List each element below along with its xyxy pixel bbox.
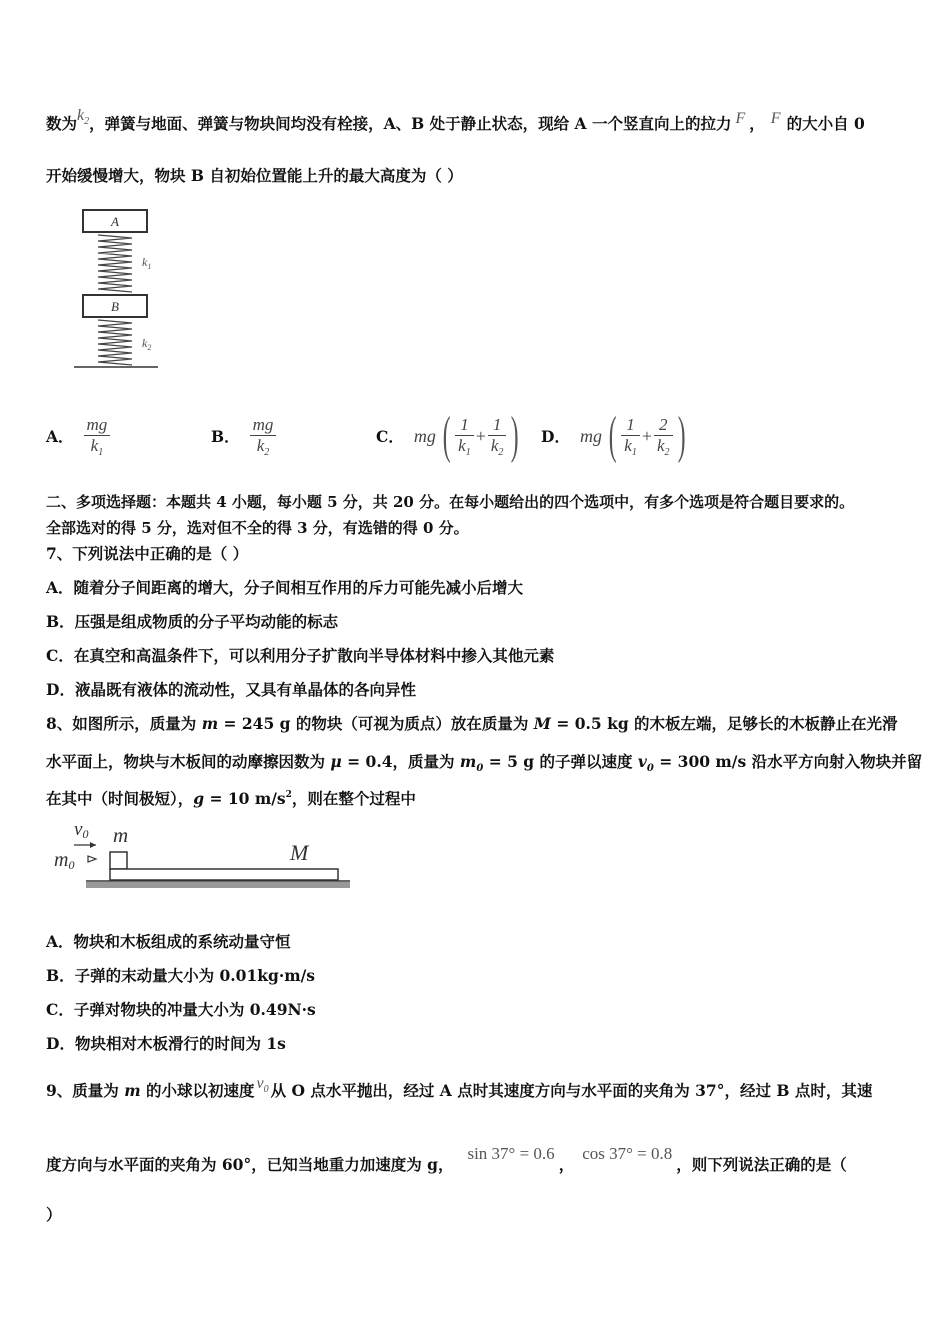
q8-text: 8、如图所示，质量为 [46, 714, 202, 733]
q9-stem-line2 [46, 1144, 847, 1175]
spring-k1 [98, 235, 132, 292]
q9-text: 9、质量为 [46, 1081, 125, 1100]
q6-text: 数为 [46, 114, 78, 133]
q9-text: 的小球以初速度 [140, 1081, 255, 1100]
q6-text: ，弹簧与地面、弹簧与物块间均没有栓接，A、B 处于静止状态，现给 A 一个竖直向上的拉力 [89, 114, 732, 133]
q8-text: = 300 m/s 沿水平方向射入物块并留 [653, 752, 923, 771]
frac-den-letter: k [490, 435, 499, 455]
q9-comma: ， [558, 1155, 575, 1174]
fraction [455, 415, 474, 458]
left-paren: ( [442, 407, 451, 464]
section2-heading-line2: 全部选对的得 5 分，选对但不全的得 3 分，有选错的得 0 分。 [46, 519, 469, 537]
frac-den-sub: 1 [631, 446, 637, 458]
plus-sign: + [641, 425, 652, 446]
option-label: C． [376, 427, 404, 446]
cos-formula: cos 37° = 0.8 [582, 1144, 673, 1163]
option-label: B． [211, 427, 240, 446]
option-label: A． [46, 427, 74, 446]
spring-figure [70, 205, 170, 375]
q8-option-b: B．子弹的末动量大小为 0.01kg·m/s [46, 966, 316, 985]
q6-option-a [46, 408, 110, 464]
frac-num: mg [84, 415, 111, 436]
q9-stem-line3: ） [46, 1205, 62, 1224]
frac-den [250, 436, 277, 458]
q7-option-d: D．液晶既有液体的流动性，又具有单晶体的各向异性 [46, 680, 416, 699]
sin-formula: sin 37° = 0.6 [467, 1144, 555, 1163]
g-symbol: g [193, 789, 205, 808]
fig-M-label: M [290, 840, 309, 865]
frac-den [84, 436, 111, 458]
plus-sign: + [475, 425, 486, 446]
mg-prefix: mg [579, 425, 602, 446]
frac-den-sub: 1 [98, 446, 104, 458]
q8-option-c: C．子弹对物块的冲量大小为 0.49N·s [46, 1000, 316, 1019]
q8-option-a: A．物块和木板组成的系统动量守恒 [46, 932, 291, 951]
m0-symbol [459, 752, 484, 774]
q8-text: = 0.5 kg 的木板左端，足够长的木板静止在光滑 [550, 714, 898, 733]
q6-option-b [211, 408, 276, 464]
k2-sub: 2 [84, 116, 90, 127]
force-symbol: F [735, 110, 746, 127]
frac-den-letter: k [458, 435, 466, 455]
q6-option-c [376, 408, 524, 464]
spring-k1-label: $k_1$ [142, 255, 152, 271]
superscript: 2 [285, 790, 292, 800]
q8-text: = 0.4，质量为 [341, 752, 460, 771]
q7-stem: 7、下列说法中正确的是（ ） [46, 544, 249, 563]
right-paren: ) [677, 407, 686, 464]
q8-text: 在其中（时间极短）， [46, 789, 194, 808]
v0-letter: v [637, 752, 647, 771]
q6-text: 的大小自 0 [786, 114, 865, 133]
q6-option-d [541, 408, 690, 464]
q8-text: = 245 g 的物块（可视为质点）放在质量为 [218, 714, 534, 733]
mg-prefix: mg [413, 425, 436, 446]
left-paren: ( [608, 407, 617, 464]
k2-letter: k [77, 107, 85, 124]
mass-m: m [201, 714, 219, 733]
q8-stem-line3 [46, 787, 416, 809]
frac-den [654, 436, 673, 458]
v0-letter: v [256, 1075, 264, 1092]
q8-stem-line2 [46, 750, 922, 774]
frac-num: 1 [621, 415, 640, 436]
section2-heading-line1: 二、多项选择题：本题共 4 小题，每小题 5 分，共 20 分。在每小题给出的四个选项中，有多个选项是符合题目要求的。 [46, 493, 855, 511]
q9-stem-line1 [46, 1075, 873, 1103]
frac-den-letter: k [656, 435, 665, 455]
v0-symbol [637, 752, 654, 774]
v0-sub: 0 [646, 763, 654, 774]
frac-num: 1 [455, 415, 474, 436]
q6-stem-line2: 开始缓慢增大，物块 B 自初始位置能上升的最大高度为（ ） [46, 166, 463, 185]
bullet-icon [88, 856, 96, 862]
frac-den-sub: 2 [664, 446, 670, 458]
option-label: D． [541, 427, 570, 446]
frac-den-sub: 2 [264, 446, 270, 458]
q8-text: = 5 g 的子弹以速度 [483, 752, 638, 771]
fraction [250, 415, 277, 458]
q7-option-a: A．随着分子间距离的增大，分子间相互作用的斥力可能先减小后增大 [46, 578, 524, 597]
frac-den-letter: k [90, 435, 99, 455]
q9-text: ，则下列说法正确的是（ [676, 1155, 847, 1174]
fraction [84, 415, 111, 458]
m0-letter: m [459, 752, 477, 771]
fig-m-label: m [113, 823, 129, 847]
q9-text: 度方向与水平面的夹角为 60°，已知当地重力加速度为 g， [46, 1155, 454, 1174]
mass-M: M [533, 714, 551, 733]
frac-den-sub: 1 [465, 446, 471, 458]
m0-sub: 0 [476, 763, 484, 774]
block-a-label: A [111, 214, 119, 229]
fig-m0-label: m0 [54, 849, 75, 872]
q8-text: 水平面上，物块与木板间的动摩擦因数为 [46, 752, 331, 771]
frac-num: 2 [654, 415, 673, 436]
q6-stem-line1 [46, 107, 865, 136]
frac-den-letter: k [624, 435, 632, 455]
v0-symbol [256, 1075, 269, 1095]
q8-text: = 10 m/s [204, 789, 286, 808]
spring-k2-label: $k_2$ [142, 336, 152, 352]
fraction [488, 415, 507, 458]
frac-den [621, 436, 640, 458]
bullet-block-board-figure [48, 818, 358, 900]
force-symbol: F [770, 110, 781, 127]
q9-text: 从 O 点水平抛出，经过 A 点时其速度方向与水平面的夹角为 37°，经过 B 点时，其速 [270, 1081, 873, 1100]
v0-sub: 0 [263, 1084, 269, 1095]
fraction [654, 415, 673, 458]
small-block [110, 852, 127, 869]
q6-comma: ， [749, 114, 765, 133]
mu-symbol: μ [330, 752, 342, 771]
velocity-arrowhead [90, 842, 96, 848]
q8-option-d: D．物块相对木板滑行的时间为 1s [46, 1034, 286, 1053]
mass-m: m [124, 1081, 141, 1100]
q7-option-c: C．在真空和高温条件下，可以利用分子扩散向半导体材料中掺入其他元素 [46, 646, 555, 665]
frac-num: 1 [488, 415, 507, 436]
frac-den [488, 436, 507, 458]
frac-den [455, 436, 474, 458]
q7-option-b: B．压强是组成物质的分子平均动能的标志 [46, 612, 339, 631]
right-paren: ) [511, 407, 519, 464]
ground-hatch [86, 882, 350, 888]
frac-num: mg [250, 415, 277, 436]
q8-text: ，则在整个过程中 [291, 789, 416, 808]
frac-den-letter: k [256, 435, 265, 455]
fraction [621, 415, 640, 458]
frac-den-sub: 2 [498, 446, 504, 458]
spring-k2 [98, 320, 132, 365]
k2-symbol [77, 107, 90, 127]
fig-v0-label: v0 [74, 819, 89, 841]
q8-stem-line1 [46, 712, 898, 734]
wooden-board [110, 869, 338, 880]
block-b-label: B [111, 299, 119, 314]
